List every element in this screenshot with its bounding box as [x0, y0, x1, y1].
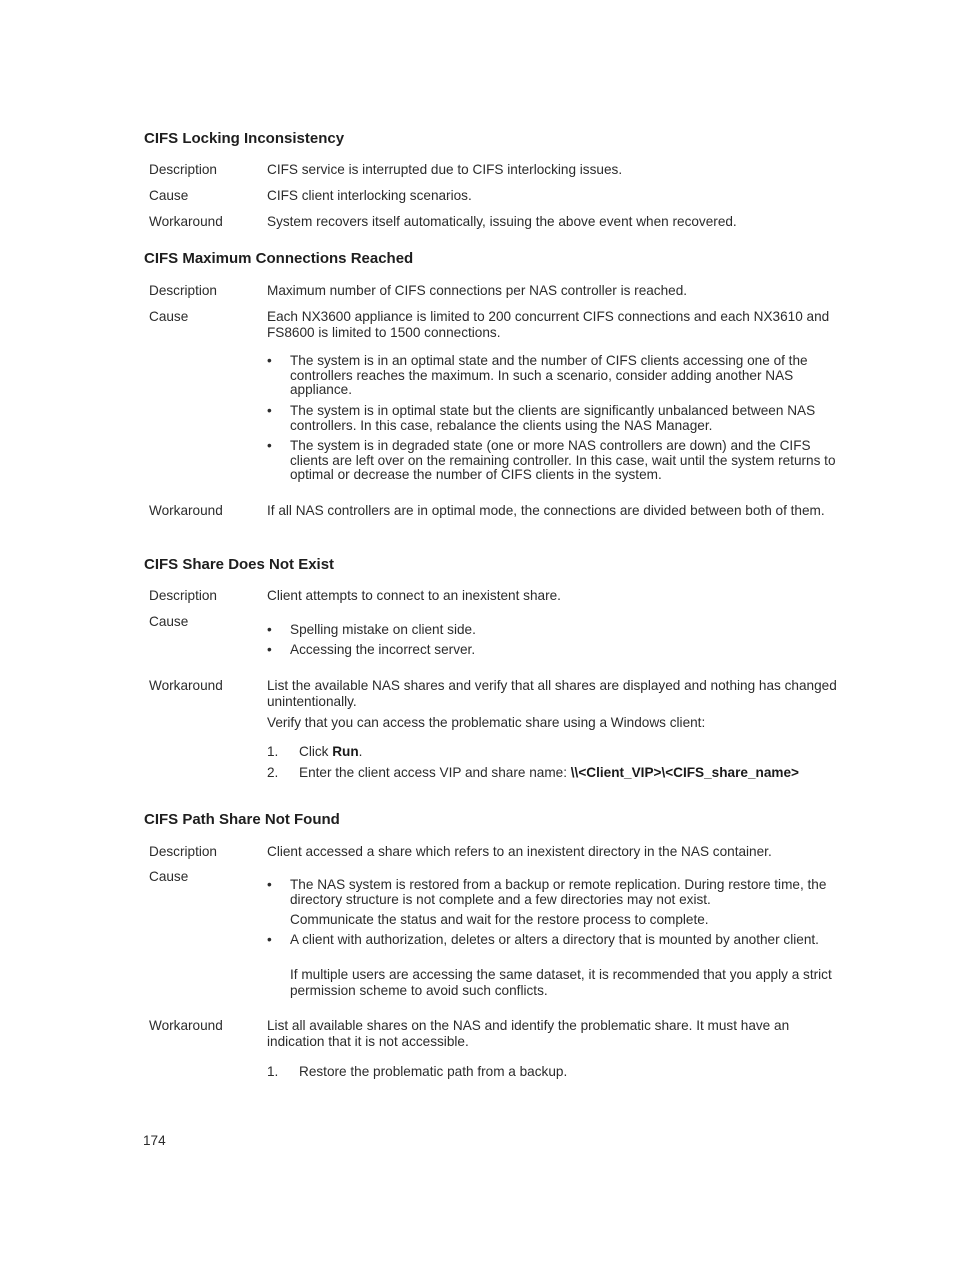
- workaround-label: Workaround: [149, 503, 223, 518]
- list-item: [267, 643, 837, 658]
- list-item: [267, 404, 837, 433]
- description-text: Maximum number of CIFS connections per NAS controller is reached.: [267, 283, 688, 298]
- section-title-cifs-share-does-not-exist: CIFS Share Does Not Exist: [144, 556, 335, 573]
- bullet-icon: •: [267, 622, 272, 637]
- bullet-icon: •: [267, 877, 272, 892]
- list-item: [267, 354, 837, 398]
- step-number: 1.: [267, 1064, 279, 1079]
- description-label: Description: [149, 844, 217, 859]
- description-label: Description: [149, 588, 217, 603]
- bullet-icon: •: [267, 353, 272, 368]
- numbered-step: [267, 744, 847, 760]
- cause-label: Cause: [149, 188, 189, 203]
- list-item-text: The system is in optimal state but the clients are significantly unbalanced between NAS controllers. In this case, rebalance the clients using the NAS Manager.: [290, 403, 816, 433]
- bullet-icon: •: [267, 642, 272, 657]
- workaround-text: System recovers itself automatically, issuing the above event when recovered.: [267, 214, 737, 229]
- workaround-label: Workaround: [149, 214, 223, 229]
- cause-label: Cause: [149, 614, 189, 629]
- section-title-cifs-locking-inconsistency: CIFS Locking Inconsistency: [144, 130, 345, 147]
- list-item: [267, 933, 837, 948]
- step-tail: .: [358, 744, 363, 759]
- step-number: 1.: [267, 744, 279, 759]
- bullet-icon: •: [267, 932, 272, 947]
- workaround-text: List the available NAS shares and verify that all shares are displayed and nothing has changed unintentionally.: [267, 678, 837, 709]
- list-item-text: Spelling mistake on client side.: [290, 622, 476, 637]
- list-item-text: The system is in an optimal state and the number of CIFS clients accessing one of the controllers reaches the maximum. In such a scenario, consider adding another NAS appliance.: [290, 353, 808, 398]
- section-title-cifs-path-share-not-found: CIFS Path Share Not Found: [144, 811, 340, 828]
- bullet-icon: •: [267, 403, 272, 418]
- step-text: Restore the problematic path from a backup.: [299, 1064, 568, 1079]
- cause-label: Cause: [149, 869, 189, 884]
- numbered-step: [267, 765, 847, 781]
- workaround-text: List all available shares on the NAS and identify the problematic share. It must have an indication that it is not accessible.: [267, 1018, 790, 1049]
- share-path-label: \\<Client_VIP>\<CIFS_share_name>: [570, 765, 799, 780]
- section-title-cifs-maximum-connections-reached: CIFS Maximum Connections Reached: [144, 250, 414, 267]
- list-item-note: If multiple users are accessing the same dataset, it is recommended that you apply a strict permission scheme to avoid such conflicts.: [290, 967, 832, 998]
- workaround-label: Workaround: [149, 1018, 223, 1033]
- bullet-icon: •: [267, 438, 272, 453]
- list-item-text: A client with authorization, deletes or alters a directory that is mounted by another client.: [290, 932, 819, 947]
- cause-text: CIFS client interlocking scenarios.: [267, 188, 472, 203]
- cause-text: Each NX3600 appliance is limited to 200 concurrent CIFS connections and each NX3610 and FS8600 is limited to 1500 connections.: [267, 309, 830, 340]
- description-text: Client accessed a share which refers to an inexistent directory in the NAS container.: [267, 844, 772, 859]
- list-item-text: The system is in degraded state (one or more NAS controllers are down) and the CIFS clients are left over on the remaining controller. In this case, wait until the system returns to optimal or decrease the number of CIFS clients in the system.: [290, 438, 836, 483]
- workaround-text-2: Verify that you can access the problematic share using a Windows client:: [267, 715, 706, 730]
- description-text: Client attempts to connect to an inexistent share.: [267, 588, 561, 603]
- list-item: [267, 439, 837, 483]
- page-number: 174: [143, 1133, 166, 1148]
- numbered-step: [267, 1064, 847, 1080]
- list-item-text: Accessing the incorrect server.: [290, 642, 476, 657]
- step-text: Enter the client access VIP and share name:: [299, 765, 571, 780]
- list-item: [267, 623, 837, 638]
- list-item: [267, 878, 837, 907]
- workaround-label: Workaround: [149, 678, 223, 693]
- list-item-text: The NAS system is restored from a backup or remote replication. During restore time, the directory structure is not complete and a few directories may not exist.: [290, 877, 827, 907]
- workaround-text: If all NAS controllers are in optimal mode, the connections are divided between both of them.: [267, 503, 825, 518]
- list-item-note: Communicate the status and wait for the restore process to complete.: [290, 912, 709, 927]
- cause-label: Cause: [149, 309, 189, 324]
- run-command-label: Run: [332, 744, 359, 759]
- step-text: Click: [299, 744, 333, 759]
- description-label: Description: [149, 283, 217, 298]
- description-text: CIFS service is interrupted due to CIFS interlocking issues.: [267, 162, 623, 177]
- step-number: 2.: [267, 765, 279, 780]
- description-label: Description: [149, 162, 217, 177]
